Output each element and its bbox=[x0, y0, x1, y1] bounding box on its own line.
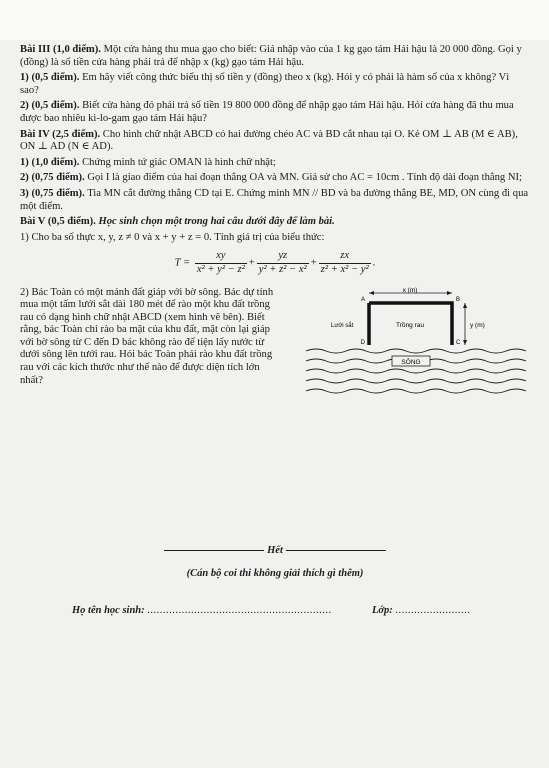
vertex-B: B bbox=[456, 296, 461, 303]
end-marker: Hết bbox=[20, 545, 530, 556]
bai3-question-1: 1) (0,5 điểm). Em hãy viết công thức biểu thị số tiền y (đồng) theo x (kg). Hỏi y có phải là hàm số của x không? Vì sao? bbox=[20, 72, 510, 96]
bai4-intro: Bài IV (2,5 điểm). Cho hình chữ nhật ABCD có hai đường chéo AC và BD cắt nhau tại O. Kẻ OM ⊥ AB (M ∈ AB), ON ⊥ AD (N ∈ AD). bbox=[20, 128, 518, 153]
bai4-question-3: 3) (0,75 điểm). Tia MN cắt đường thẳng CD tại E. Chứng minh MN // BD và ba đường thẳng BE, MD, ON cùng đi qua một điểm. bbox=[20, 187, 529, 212]
x-arrow-right-icon bbox=[447, 291, 452, 295]
fraction-2: $\frac{yz}{\text{y² + z² − x²}}$ bbox=[258, 250, 307, 275]
x-arrow-left-icon bbox=[369, 291, 374, 295]
viewer-top-band bbox=[0, 0, 549, 41]
vertex-D: D bbox=[360, 339, 365, 346]
class-label: Lớp: bbox=[372, 605, 393, 616]
y-arrow-up-icon bbox=[463, 303, 467, 308]
exam-content bbox=[20, 44, 530, 437]
student-name-dots: ........................................................... bbox=[147, 605, 332, 616]
student-info-line bbox=[72, 605, 512, 616]
proctor-note: (Cán bộ coi thi không giải thích gì thêm) bbox=[186, 568, 364, 579]
bai4-question-1: 1) (1,0 điểm). Chứng minh tứ giác OMAN là hình chữ nhật; bbox=[20, 156, 276, 168]
y-label: y (m) bbox=[470, 321, 485, 329]
bai4-question-2: 2) (0,75 điểm). Gọi I là giao điểm của hai đoạn thẳng OA và MN. Giả sử cho AC = 10cm . Tính độ dài đoạn thẳng NI; bbox=[20, 172, 522, 184]
net-label: Lưới sắt bbox=[331, 322, 354, 329]
bai5-intro: Bài V (0,5 điểm). Học sinh chọn một trong hai câu dưới đây để làm bài. bbox=[20, 216, 335, 228]
garden-diagram bbox=[286, 287, 530, 407]
formula-T: T = $\frac{xy}{\text{x² + y² − z²}}$ + $\frac{yz}{\text{y² + z² − x²}}$ + $\frac{zx}{\text{z² + x² − y²}}$ . bbox=[174, 250, 376, 275]
y-arrow-down-icon bbox=[463, 340, 467, 345]
class-dots: ........................ bbox=[395, 605, 471, 616]
bai3-question-2: 2) (0,5 điểm). Biết cửa hàng đó phải trả số tiền 19 800 000 đồng để nhập gạo tám Hải hậu. Hỏi cửa hàng đã thu mua được bao nhiêu ki-lo-gam gạo tám Hải hậu? bbox=[20, 100, 514, 124]
bai5-question-1: 1) Cho ba số thực x, y, z ≠ 0 và x + y + z = 0. Tính giá trị của biểu thức: bbox=[20, 231, 325, 243]
garden-label: Trồng rau bbox=[396, 321, 424, 329]
student-name-label: Họ tên học sinh: bbox=[72, 605, 145, 616]
bai3-intro: Bài III (1,0 điểm). Một cửa hàng thu mua gạo cho biết: Giá nhập vào của 1 kg gạo tám Hải hậu là 20 000 đồng. Gọi y (đồng) là số tiền cửa hàng phải trả để nhập x (kg) gạo tám Hải hậu. bbox=[20, 44, 522, 68]
fraction-3: $\frac{zx}{\text{z² + x² − y²}}$ bbox=[320, 250, 369, 275]
bai5-question-2-block bbox=[20, 287, 530, 437]
vertex-C: C bbox=[456, 339, 461, 346]
vertex-A: A bbox=[360, 296, 365, 303]
fraction-1: $\frac{xy}{\text{x² + y² − z²}}$ bbox=[196, 250, 245, 275]
bai5-question-2: 2) Bác Toàn có một mảnh đất giáp với bờ sông. Bác dự tính mua một tấm lưới sắt dài 180 mét để rào một khu đất trồng rau có dạng hình chữ nhật ABCD (xem hình vẽ bên). Biết rằng, bác Toàn chỉ rào ba mặt của khu đất, mặt còn lại giáp với bờ sông từ C đến D bác không rào để tiện lấy nước từ dưới sông lên tưới rau. Hỏi bác Toàn phải rào khu đất trồng rau với các kích thước như thế nào để được diện tích lớn nhất? bbox=[20, 286, 274, 386]
x-label: x (m) bbox=[402, 286, 418, 294]
river-label: SÔNG bbox=[401, 358, 421, 366]
